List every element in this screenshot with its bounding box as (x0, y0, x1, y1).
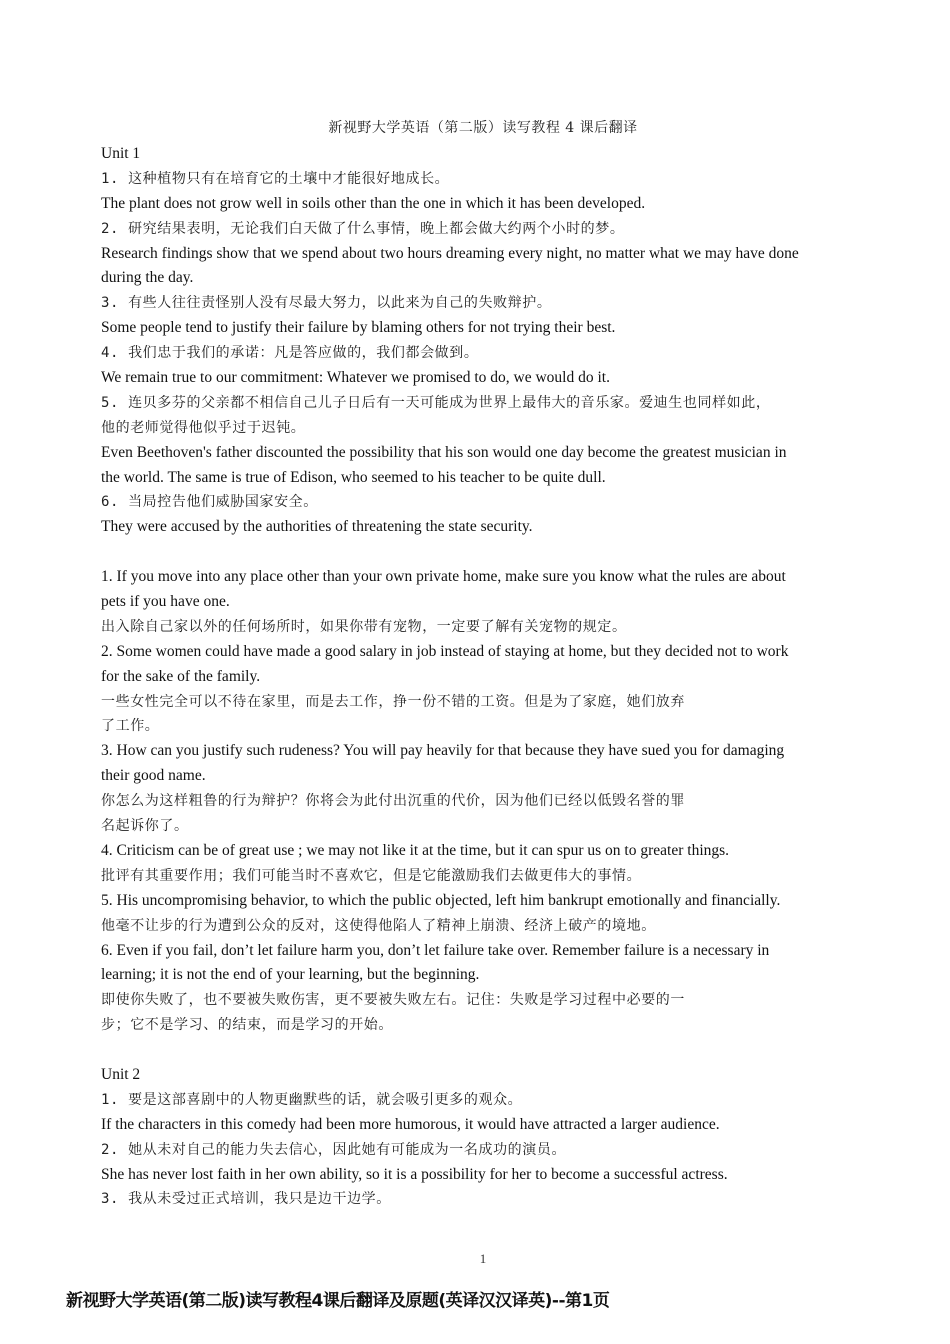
text-line: 他的老师觉得他似乎过于迟钝。 (101, 419, 306, 436)
text-line: Unit 1 (101, 145, 141, 162)
text-line: 2. Some women could have made a good salary in job instead of staying at home, but they decided not to work (101, 642, 789, 660)
text-line: 出入除自己家以外的任何场所时，如果你带有宠物，一定要了解有关宠物的规定。 (101, 618, 627, 635)
text-line: 5. 连贝多芬的父亲都不相信自己儿子日后有一天可能成为世界上最伟大的音乐家。爱迪生也同样如此， (101, 394, 771, 411)
text-line: Some people tend to justify their failure by blaming others for not trying their best. (101, 319, 616, 337)
text-line: Unit 2 (101, 1065, 141, 1083)
text-line: 3. 有些人往往责怪别人没有尽最大努力，以此来为自己的失败辩护。 (101, 295, 552, 312)
text-line: 5. His uncompromising behavior, to which the public objected, left him bankrupt emotionally and financially. (101, 891, 781, 909)
text-line: during the day. (101, 269, 194, 287)
text-line: 步；它不是学习、的结束，而是学习的开始。 (101, 1017, 393, 1034)
text-line: 1. 这种植物只有在培育它的土壤中才能很好地成长。 (101, 170, 450, 187)
blank-line (101, 1038, 865, 1063)
text-line: 3. How can you justify such rudeness? You will pay heavily for that because they have sued you for damaging (101, 742, 785, 760)
text-line: 了工作。 (101, 718, 160, 735)
blank-line (101, 540, 865, 565)
text-line: 批评有其重要作用；我们可能当时不喜欢它，但是它能激励我们去做更伟大的事情。 (101, 867, 642, 884)
text-line: If the characters in this comedy had been more humorous, it would have attracted a larger audience. (101, 1115, 720, 1133)
text-line: 名起诉你了。 (101, 818, 189, 835)
text-line: pets if you have one. (101, 593, 230, 611)
page-number: 1 (479, 1251, 487, 1266)
text-line: their good name. (101, 767, 206, 785)
text-line: The plant does not grow well in soils other than the one in which it has been developed. (101, 194, 646, 212)
text-line: for the sake of the family. (101, 667, 261, 685)
text-line: 你怎么为这样粗鲁的行为辩护？你将会为此付出沉重的代价，因为他们已经以低毁名誉的罪 (101, 793, 685, 810)
text-line: She has never lost faith in her own ability, so it is a possibility for her to become a successful actress. (101, 1165, 728, 1183)
text-line: 4. Criticism can be of great use ; we may not like it at the time, but it can spur us on to greater things. (101, 841, 730, 859)
text-line: 一些女性完全可以不待在家里，而是去工作，挣一份不错的工资。但是为了家庭，她们放弃 (101, 693, 685, 710)
document-title: 新视野大学英语（第二版）读写教程 4 课后翻译 (328, 120, 638, 136)
page-footer: 新视野大学英语(第二版)读写教程4课后翻译及原题(英译汉汉译英)--第1页 (66, 1291, 610, 1311)
text-line: 6. 当局控告他们威胁国家安全。 (101, 494, 318, 511)
text-line: 1. If you move into any place other than your own private home, make sure you know what the rules are about (101, 568, 786, 586)
text-line: We remain true to our commitment: Whatever we promised to do, we would do it. (101, 369, 610, 387)
text-line: 2. 她从未对自己的能力失去信心，因此她有可能成为一名成功的演员。 (101, 1141, 567, 1158)
text-line: 2. 研究结果表明，无论我们白天做了什么事情，晚上都会做大约两个小时的梦。 (101, 220, 625, 237)
document-body (101, 142, 865, 1212)
text-line: 4. 我们忠于我们的承诺：凡是答应做的，我们都会做到。 (101, 345, 479, 362)
text-line: learning; it is not the end of your learning, but the beginning. (101, 966, 480, 984)
text-line: They were accused by the authorities of threatening the state security. (101, 518, 533, 536)
text-line: 3. 我从未受过正式培训，我只是边干边学。 (101, 1191, 391, 1208)
text-line: Even Beethoven's father discounted the possibility that his son would one day become the greatest musician in (101, 443, 787, 461)
text-line: 6. Even if you fail, don’t let failure harm you, don’t let failure take over. Remember failure is a necessary in (101, 941, 770, 959)
text-line: 1. 要是这部喜剧中的人物更幽默些的话，就会吸引更多的观众。 (101, 1091, 523, 1108)
text-line: the world. The same is true of Edison, who seemed to his teacher to be quite dull. (101, 468, 606, 486)
text-line: 他毫不让步的行为遭到公众的反对，这使得他陷人了精神上崩溃、经济上破产的境地。 (101, 917, 656, 934)
text-line: 即使你失败了，也不要被失败伤害，更不要被失败左右。记住：失败是学习过程中必要的一 (101, 992, 685, 1009)
text-line: Research findings show that we spend about two hours dreaming every night, no matter what we may have done (101, 244, 799, 262)
